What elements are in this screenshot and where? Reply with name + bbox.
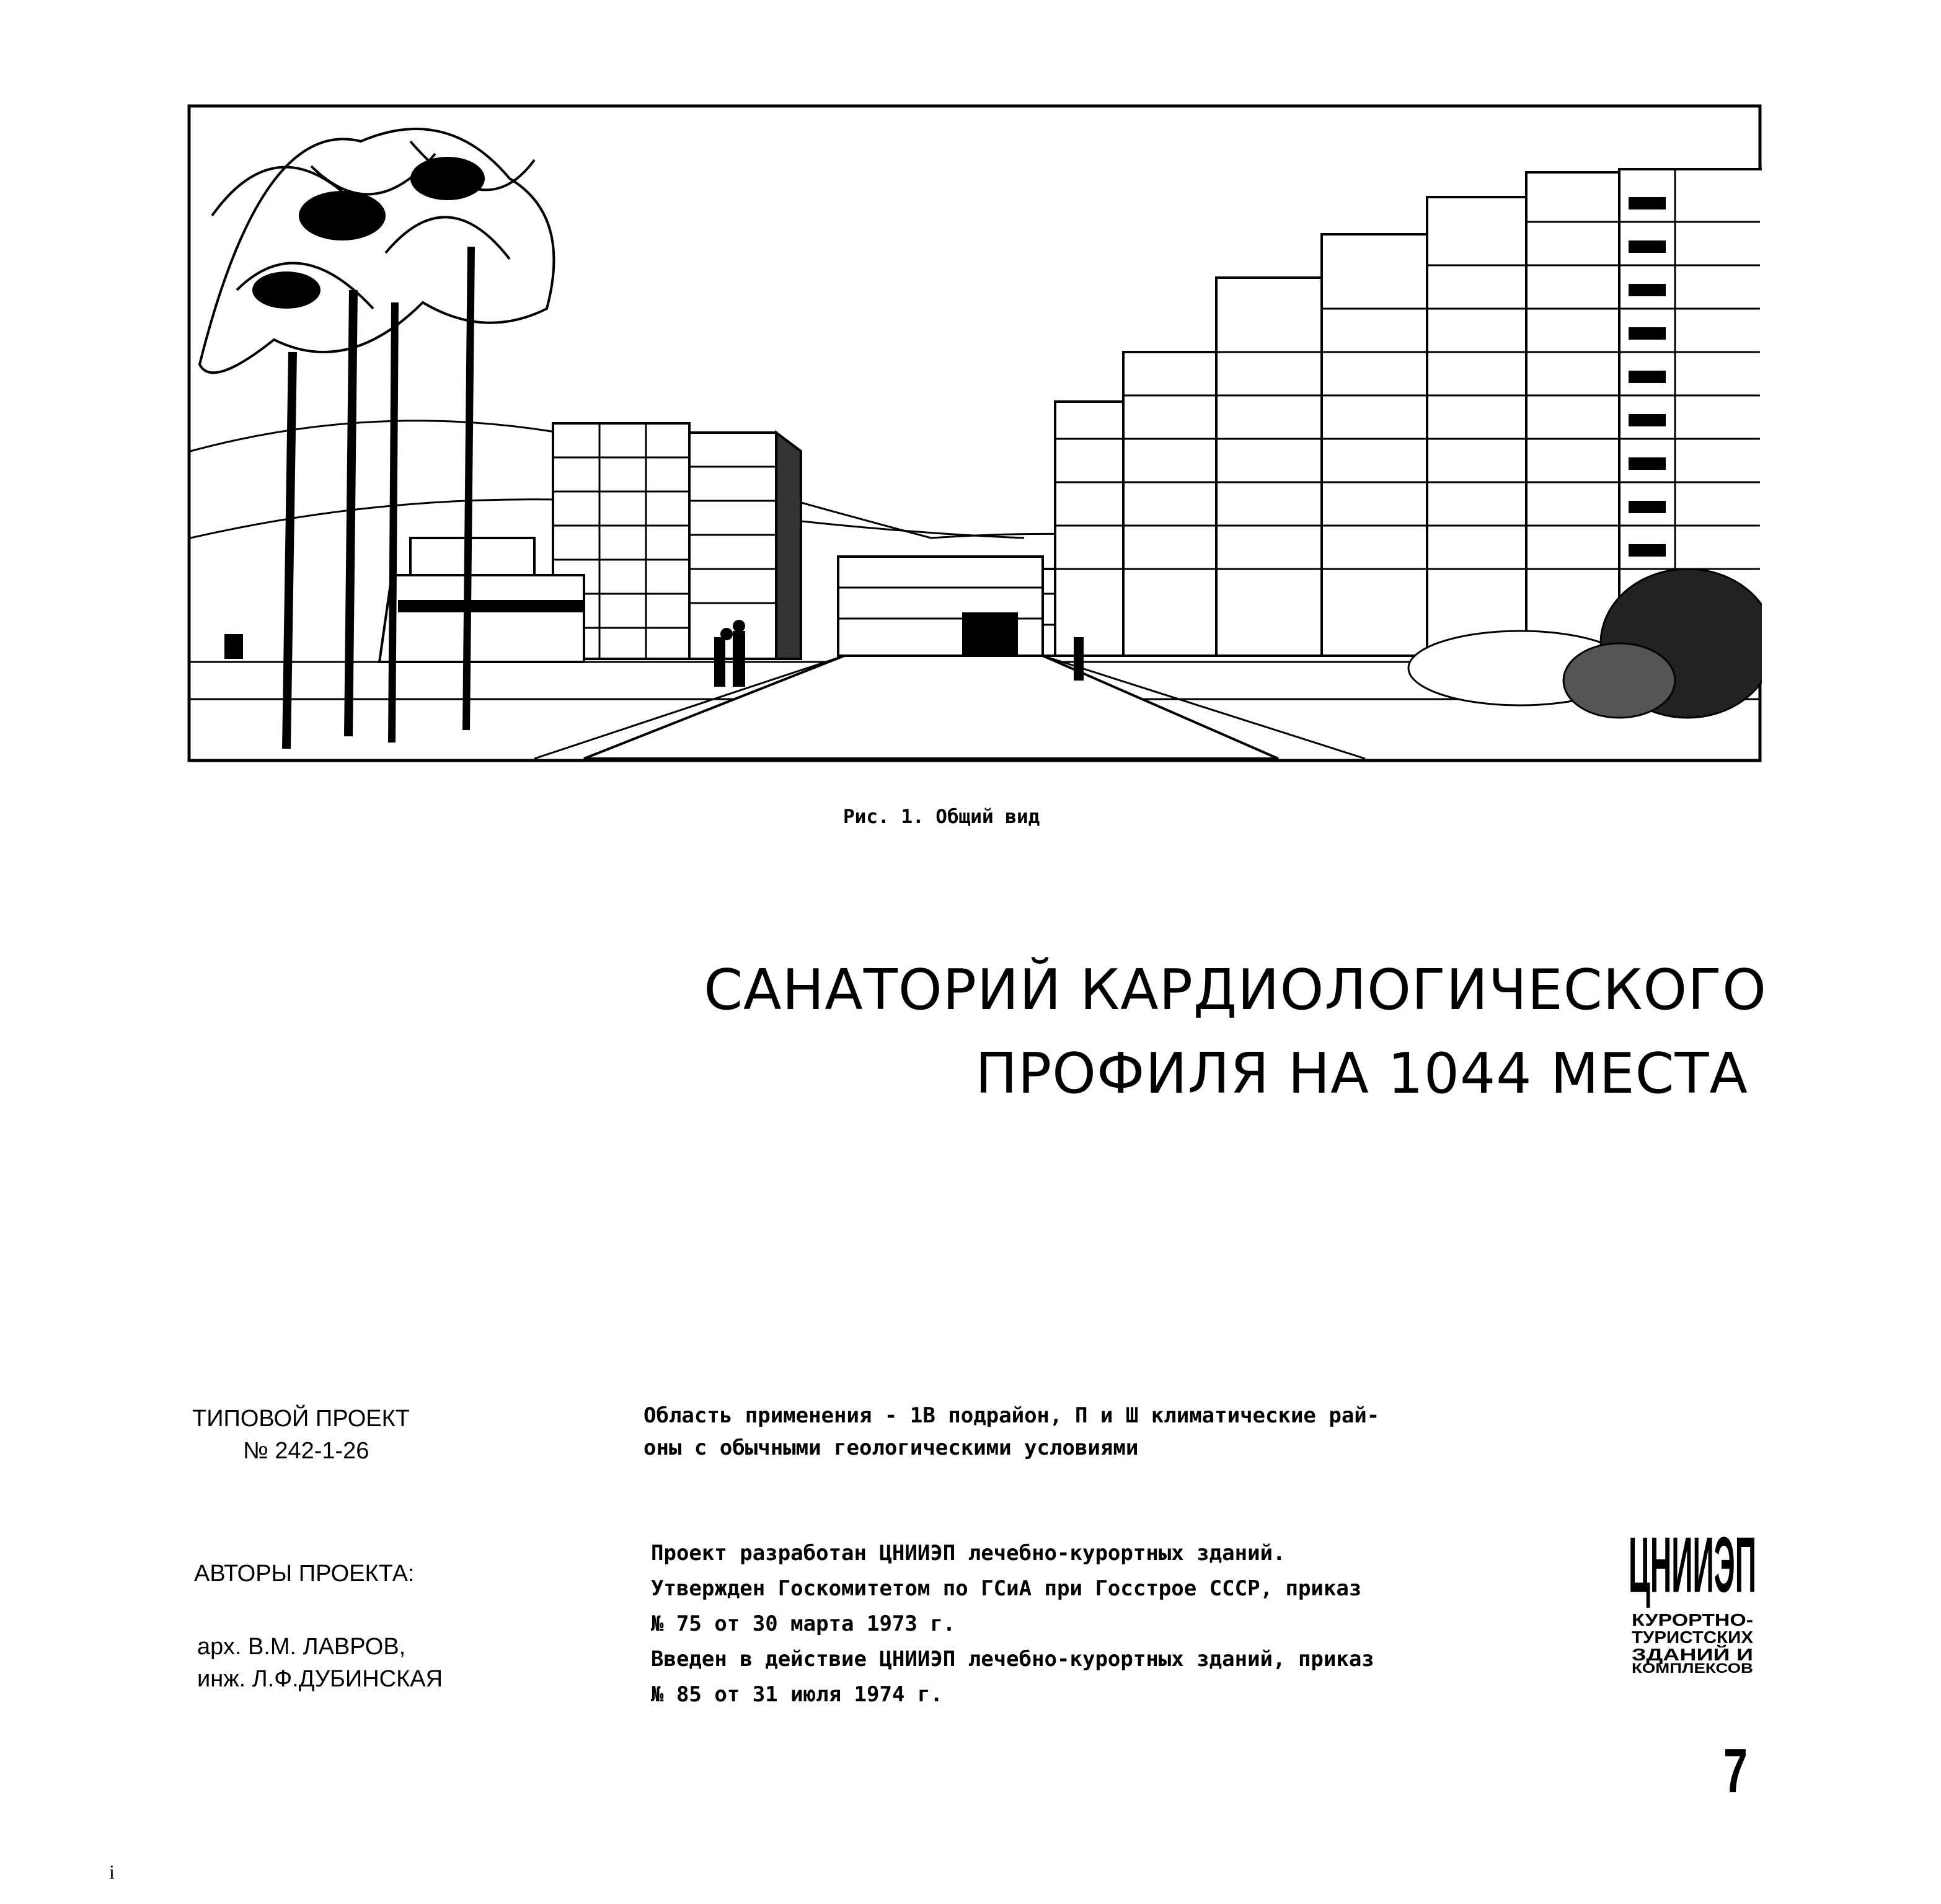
logo-line: ТУРИСТСКИХ	[1632, 1628, 1754, 1647]
logo-line: КОМПЛЕКСОВ	[1632, 1660, 1753, 1673]
scope-line: оны с обычными геологическими условиями	[643, 1435, 1139, 1460]
author-engineer: инж. Л.Ф.ДУБИНСКАЯ	[197, 1666, 443, 1692]
author-architect: арх. В.М. ЛАВРОВ,	[197, 1634, 406, 1660]
page-title-line-2: ПРОФИЛЯ НА 1044 МЕСТА	[975, 1041, 1748, 1106]
development-line: Введен в действие ЦНИИЭП лечебно-курортных зданий, приказ	[651, 1647, 1374, 1672]
general-view-illustration	[187, 104, 1762, 762]
cniiep-logo	[1624, 1530, 1761, 1673]
project-number: № 242-1-26	[243, 1438, 369, 1464]
project-type-label: ТИПОВОЙ ПРОЕКТ	[192, 1406, 410, 1432]
logo-line: КУРОРТНО-	[1632, 1610, 1753, 1629]
figure-caption: Рис. 1. Общий вид	[843, 806, 1040, 828]
scope-line: Область применения - 1В подрайон, П и Ш климатические рай-	[643, 1403, 1380, 1428]
authors-label: АВТОРЫ ПРОЕКТА:	[194, 1561, 415, 1587]
development-line: Проект разработан ЦНИИЭП лечебно-курортных зданий.	[651, 1541, 1286, 1566]
development-info	[651, 1536, 1374, 1712]
footnote-mark: i	[109, 1861, 115, 1883]
application-scope	[643, 1399, 1379, 1464]
page-number: 7	[1723, 1736, 1748, 1805]
development-line: № 85 от 31 июля 1974 г.	[651, 1682, 943, 1707]
development-line: Утвержден Госкомитетом по ГСиА при Госстрое СССР, приказ	[651, 1576, 1362, 1601]
logo-line: ЗДАНИЙ И	[1632, 1645, 1723, 1664]
logo-main-text: ЦНИИЭП	[1629, 1530, 1756, 1609]
page-title-line-1: САНАТОРИЙ КАРДИОЛОГИЧЕСКОГО	[704, 958, 1767, 1023]
development-line: № 75 от 30 марта 1973 г.	[651, 1611, 956, 1636]
